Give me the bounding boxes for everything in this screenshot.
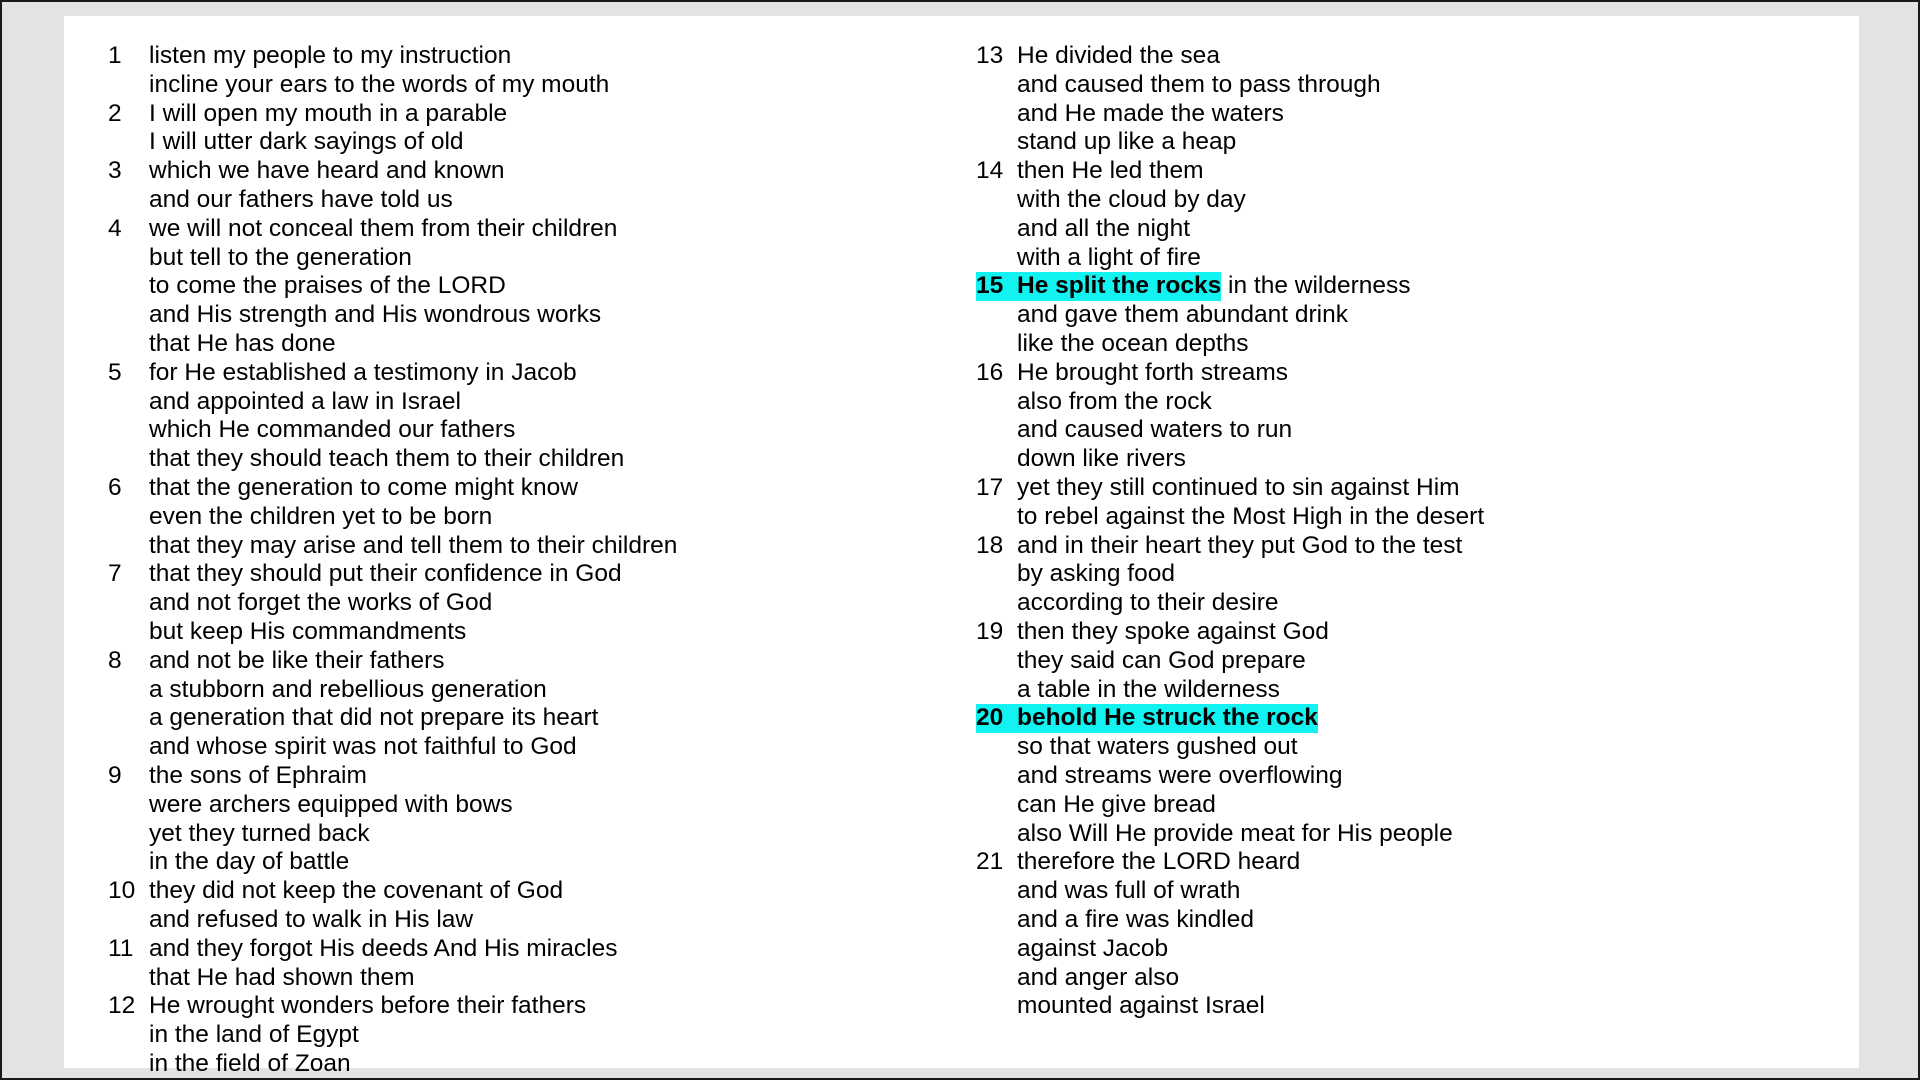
verse-text: and was full of wrath — [1017, 877, 1241, 905]
document-page — [64, 16, 1859, 1077]
verse-number — [976, 820, 1017, 849]
verse-number: 21 — [976, 848, 1004, 876]
verse-block — [976, 359, 1484, 474]
verse-text: they did not keep the covenant of God — [149, 877, 564, 905]
verse-block — [976, 848, 1484, 1021]
verse-column-left — [108, 42, 677, 1079]
verse-line — [108, 935, 677, 964]
verse-number: 10 — [108, 877, 136, 905]
verse-number — [976, 301, 1017, 330]
verse-line — [108, 71, 677, 100]
verse-line — [976, 42, 1484, 71]
verse-line — [108, 532, 677, 561]
verse-number: 17 — [976, 473, 1004, 501]
verse-number — [108, 532, 149, 561]
verse-number — [108, 301, 149, 330]
verse-text: so that waters gushed out — [1017, 733, 1298, 761]
verse-text: mounted against Israel — [1017, 992, 1265, 1020]
verse-line — [976, 992, 1484, 1021]
verse-number — [976, 416, 1017, 445]
verse-number — [108, 1021, 149, 1050]
verse-line — [976, 215, 1484, 244]
verse-number: 19 — [976, 617, 1004, 645]
verse-block — [976, 157, 1484, 272]
verse-line — [976, 935, 1484, 964]
verse-text: and His strength and His wondrous works — [149, 301, 602, 329]
verse-number — [976, 733, 1017, 762]
verse-line — [976, 100, 1484, 129]
verse-line — [976, 186, 1484, 215]
verse-number: 5 — [108, 358, 122, 386]
verse-text: which He commanded our fathers — [149, 416, 516, 444]
verse-number — [976, 71, 1017, 100]
verse-line — [976, 618, 1484, 647]
verse-text: and all the night — [1017, 214, 1190, 242]
verse-text: that He had shown them — [149, 963, 415, 991]
verse-text: and whose spirit was not faithful to God — [149, 733, 577, 761]
verse-number — [108, 791, 149, 820]
verse-line — [108, 704, 677, 733]
verse-text: then He led them — [1017, 157, 1204, 185]
verse-text: also Will He provide meat for His people — [1017, 819, 1453, 847]
verse-text: that the generation to come might know — [149, 473, 579, 501]
verse-number — [976, 906, 1017, 935]
verse-number: 14 — [976, 157, 1004, 185]
verse-number: 20 — [976, 704, 1004, 732]
verse-number — [108, 503, 149, 532]
verse-text: to come the praises of the LORD — [149, 272, 506, 300]
verse-block — [108, 647, 677, 762]
verse-line — [976, 244, 1484, 273]
verse-number — [976, 215, 1017, 244]
verse-line — [108, 100, 677, 129]
verse-text: stand up like a heap — [1017, 128, 1237, 156]
verse-text: but tell to the generation — [149, 243, 412, 271]
verse-line — [976, 301, 1484, 330]
verse-text: in the land of Egypt — [149, 1021, 359, 1049]
verse-number: 11 — [108, 934, 134, 962]
verse-number — [976, 330, 1017, 359]
verse-text: but keep His commandments — [149, 617, 467, 645]
verse-text: and caused waters to run — [1017, 416, 1293, 444]
verse-line — [108, 1021, 677, 1050]
verse-line — [976, 128, 1484, 157]
verse-number — [108, 330, 149, 359]
verse-number — [976, 186, 1017, 215]
verse-number: 13 — [976, 42, 1004, 69]
verse-text: incline your ears to the words of my mouth — [149, 70, 610, 98]
verse-block — [108, 100, 677, 158]
verse-number — [108, 388, 149, 417]
verse-text: He brought forth streams — [1017, 358, 1288, 386]
verse-line — [108, 416, 677, 445]
verse-line — [976, 503, 1484, 532]
highlighted-text: behold He struck the rock — [1017, 704, 1318, 732]
verse-number — [108, 589, 149, 618]
verse-number — [976, 100, 1017, 129]
verse-number — [108, 128, 149, 157]
verse-block — [108, 992, 677, 1078]
verse-line — [976, 71, 1484, 100]
verse-text: even the children yet to be born — [149, 502, 493, 530]
verse-line — [976, 791, 1484, 820]
verse-block — [108, 935, 677, 993]
verse-text: and caused them to pass through — [1017, 70, 1381, 98]
verse-number — [108, 733, 149, 762]
verse-text: in the field of Zoan — [149, 1049, 351, 1077]
verse-number — [976, 244, 1017, 273]
verse-number — [976, 560, 1017, 589]
verse-line — [108, 330, 677, 359]
highlighted-text: He split the rocks — [1017, 272, 1222, 300]
verse-text: and refused to walk in His law — [149, 905, 474, 933]
verse-text: that they should teach them to their children — [149, 445, 625, 473]
verse-text: with a light of fire — [1017, 243, 1201, 271]
verse-line — [108, 964, 677, 993]
verse-number: 9 — [108, 761, 122, 789]
verse-block — [108, 215, 677, 359]
verse-block — [108, 474, 677, 560]
verse-text: we will not conceal them from their children — [149, 214, 618, 242]
verse-line — [976, 676, 1484, 705]
verse-number — [108, 445, 149, 474]
verse-text: with the cloud by day — [1017, 185, 1246, 213]
verse-line — [108, 676, 677, 705]
verse-text: He divided the sea — [1017, 42, 1220, 69]
verse-line — [976, 416, 1484, 445]
verse-number — [108, 244, 149, 273]
verse-number: 12 — [108, 992, 136, 1020]
verse-number — [108, 618, 149, 647]
verse-number — [108, 186, 149, 215]
verse-text: in the wilderness — [1221, 272, 1411, 300]
verse-line — [108, 272, 677, 301]
verse-line — [976, 359, 1484, 388]
verse-text: they said can God prepare — [1017, 646, 1306, 674]
verse-line — [108, 820, 677, 849]
verse-block — [976, 532, 1484, 618]
verse-line — [108, 618, 677, 647]
verse-block — [108, 877, 677, 935]
verse-number — [976, 992, 1017, 1021]
verse-number — [976, 503, 1017, 532]
verse-text: and our fathers have told us — [149, 185, 453, 213]
verse-text: a table in the wilderness — [1017, 675, 1280, 703]
verse-text: to rebel against the Most High in the desert — [1017, 502, 1485, 530]
verse-number — [108, 820, 149, 849]
verse-text: also from the rock — [1017, 387, 1212, 415]
verse-line — [976, 474, 1484, 503]
verse-text: according to their desire — [1017, 589, 1279, 617]
verse-text: yet they still continued to sin against Him — [1017, 473, 1460, 501]
verse-text: a stubborn and rebellious generation — [149, 675, 547, 703]
verse-number — [976, 877, 1017, 906]
verse-block — [976, 618, 1484, 704]
verse-text: down like rivers — [1017, 445, 1186, 473]
verse-number — [976, 676, 1017, 705]
verse-line — [976, 388, 1484, 417]
verse-line — [108, 388, 677, 417]
verse-text: and streams were overflowing — [1017, 761, 1343, 789]
verse-text: which we have heard and known — [149, 157, 505, 185]
verse-line — [108, 848, 677, 877]
verse-line — [976, 589, 1484, 618]
verse-text: and anger also — [1017, 963, 1180, 991]
verse-number — [976, 647, 1017, 676]
verse-number: 2 — [108, 99, 122, 127]
verse-text: I will utter dark sayings of old — [149, 128, 464, 156]
verse-line — [108, 589, 677, 618]
verse-text: that He has done — [149, 329, 336, 357]
verse-line — [108, 186, 677, 215]
verse-number: 18 — [976, 531, 1004, 559]
verse-line — [108, 474, 677, 503]
verse-number: 6 — [108, 473, 122, 501]
verse-line — [976, 560, 1484, 589]
verse-number: 1 — [108, 42, 122, 69]
verse-text: by asking food — [1017, 560, 1175, 588]
verse-number — [976, 128, 1017, 157]
verse-number — [976, 935, 1017, 964]
verse-line — [976, 964, 1484, 993]
verse-block — [976, 272, 1484, 358]
verse-line — [108, 128, 677, 157]
verse-line — [976, 157, 1484, 186]
verse-line — [108, 42, 677, 71]
verse-number — [108, 416, 149, 445]
verse-line — [976, 704, 1484, 733]
verse-text: yet they turned back — [149, 819, 370, 847]
verse-line — [108, 503, 677, 532]
verse-text: can He give bread — [1017, 790, 1216, 818]
verse-line — [976, 848, 1484, 877]
verse-block — [976, 704, 1484, 848]
verse-text: against Jacob — [1017, 934, 1169, 962]
verse-line — [108, 906, 677, 935]
verse-text: then they spoke against God — [1017, 617, 1329, 645]
verse-number — [108, 964, 149, 993]
verse-number — [108, 272, 149, 301]
verse-text: for He established a testimony in Jacob — [149, 358, 577, 386]
verse-number — [108, 906, 149, 935]
verse-number — [108, 848, 149, 877]
verse-text: I will open my mouth in a parable — [149, 99, 508, 127]
verse-number — [976, 445, 1017, 474]
verse-text: and they forgot His deeds And His miracles — [149, 934, 618, 962]
verse-number — [108, 71, 149, 100]
verse-block — [976, 474, 1484, 532]
verse-text: were archers equipped with bows — [149, 790, 513, 818]
verse-number: 16 — [976, 358, 1004, 386]
verse-block — [108, 560, 677, 646]
verse-number — [976, 964, 1017, 993]
verse-line — [976, 733, 1484, 762]
verse-number: 4 — [108, 214, 122, 242]
verse-line — [976, 445, 1484, 474]
verse-column-right — [976, 42, 1484, 1021]
verse-line — [108, 733, 677, 762]
verse-line — [108, 359, 677, 388]
verse-number — [976, 762, 1017, 791]
verse-text: He wrought wonders before their fathers — [149, 992, 587, 1020]
verse-block — [108, 762, 677, 877]
verse-line — [976, 647, 1484, 676]
verse-text: listen my people to my instruction — [149, 42, 512, 69]
verse-line — [976, 877, 1484, 906]
verse-line — [976, 906, 1484, 935]
verse-line — [976, 272, 1484, 301]
verse-line — [976, 330, 1484, 359]
verse-number — [108, 1050, 149, 1079]
verse-block — [108, 359, 677, 474]
verse-line — [108, 877, 677, 906]
verse-number: 15 — [976, 272, 1004, 300]
verse-line — [108, 215, 677, 244]
highlighted-phrase — [976, 704, 1318, 733]
highlighted-phrase — [976, 272, 1221, 301]
verse-block — [976, 42, 1484, 157]
verse-line — [108, 647, 677, 676]
verse-line — [108, 1050, 677, 1079]
verse-text: a generation that did not prepare its heart — [149, 704, 599, 732]
verse-text: in the day of battle — [149, 848, 350, 876]
verse-line — [976, 762, 1484, 791]
verse-block — [108, 42, 677, 100]
verse-line — [108, 560, 677, 589]
verse-text: and gave them abundant drink — [1017, 301, 1348, 329]
verse-line — [976, 820, 1484, 849]
verse-number — [108, 704, 149, 733]
verse-line — [976, 532, 1484, 561]
verse-text: and not be like their fathers — [149, 646, 445, 674]
verse-line — [108, 157, 677, 186]
verse-line — [108, 791, 677, 820]
verse-number — [976, 791, 1017, 820]
verse-text: and He made the waters — [1017, 99, 1284, 127]
verse-line — [108, 301, 677, 330]
verse-number: 7 — [108, 560, 122, 588]
verse-text: and a fire was kindled — [1017, 905, 1254, 933]
verse-line — [108, 762, 677, 791]
verse-number: 8 — [108, 646, 122, 674]
verse-number — [108, 676, 149, 705]
verse-text: and in their heart they put God to the test — [1017, 531, 1463, 559]
verse-number: 3 — [108, 157, 122, 185]
verse-number — [976, 388, 1017, 417]
verse-text: that they should put their confidence in God — [149, 560, 622, 588]
verse-text: that they may arise and tell them to their children — [149, 531, 678, 559]
verse-line — [108, 992, 677, 1021]
verse-text: therefore the LORD heard — [1017, 848, 1301, 876]
verse-text: and appointed a law in Israel — [149, 387, 461, 415]
verse-block — [108, 157, 677, 215]
verse-line — [108, 445, 677, 474]
verse-text: and not forget the works of God — [149, 589, 493, 617]
verse-number — [976, 589, 1017, 618]
verse-text: the sons of Ephraim — [149, 761, 367, 789]
verse-line — [108, 244, 677, 273]
verse-text: like the ocean depths — [1017, 329, 1249, 357]
